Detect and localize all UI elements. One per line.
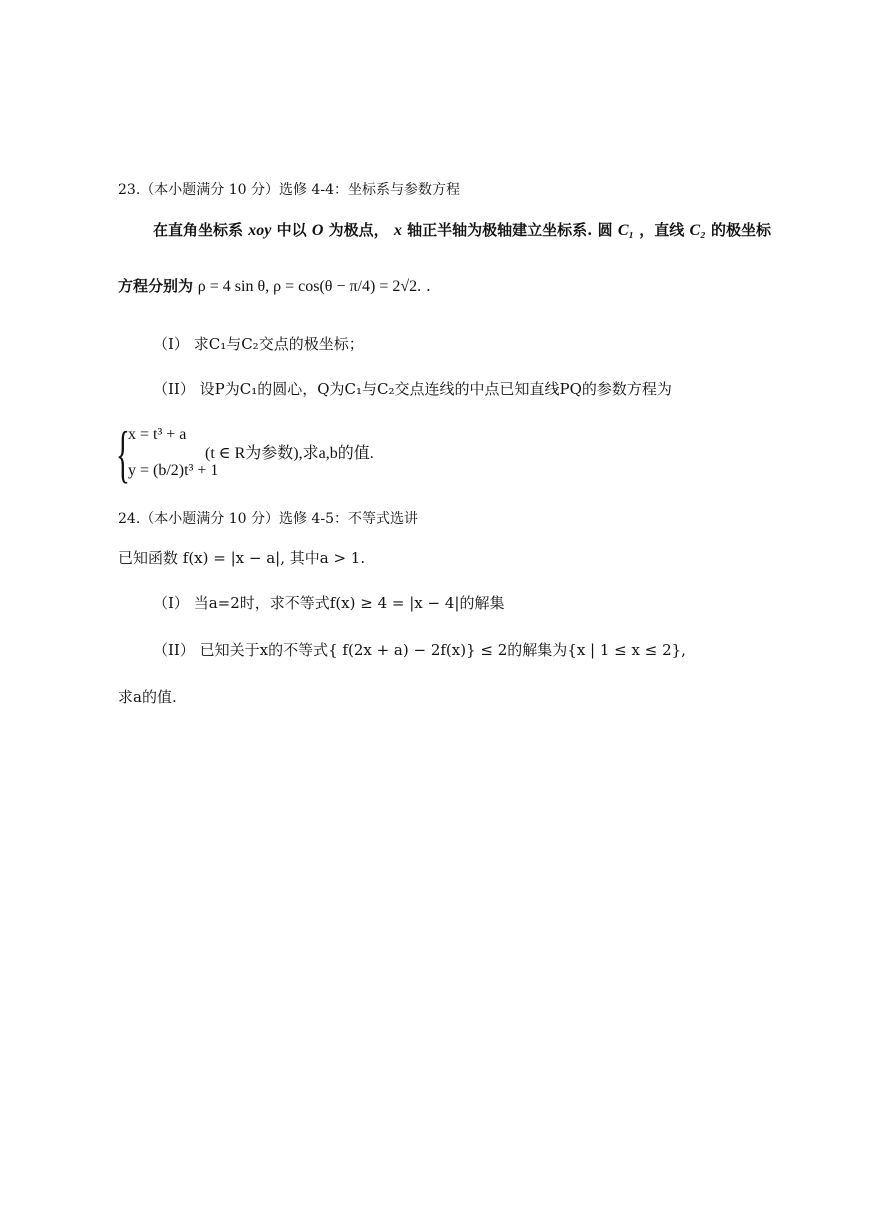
q23-intro-text-1: 在直角坐标系 <box>153 221 244 239</box>
q24-part2-label: （II） <box>153 641 195 659</box>
q23-part2-label: （II） <box>153 380 195 398</box>
q23-part1 <box>153 333 364 355</box>
q24-heading: 24.（本小题满分 10 分）选修 4-5：不等式选讲 <box>118 511 418 527</box>
q23-part2-text: 设P为C₁的圆心，Q为C₁与C₂交点连线的中点已知直线PQ的参数方程为 <box>199 380 672 398</box>
q23-param-line1: x = t³ + a <box>128 426 187 443</box>
q24-part2-text: 已知关于x的不等式{ f(2x + a) − 2f(x)} ≤ 2的解集为{x | 1 ≤ x ≤ 2}, <box>199 641 686 659</box>
q23-var-x: x <box>393 222 402 239</box>
q24-part1-label: （I） <box>153 594 189 612</box>
q23-var-c2: C₂ <box>689 222 706 239</box>
q23-intro <box>153 219 771 242</box>
q23-param-line2: y = (b/2)t³ + 1 <box>128 462 219 479</box>
q24-part2 <box>153 639 686 661</box>
q23-part1-text: 求C₁与C₂交点的极坐标； <box>193 335 364 353</box>
q23-eq-suffix: . <box>425 277 431 295</box>
q23-part1-label: （I） <box>153 335 189 353</box>
q23-intro-text-3: 为极点， <box>328 221 389 239</box>
q23-polar-equations: ρ = 4 sin θ, ρ = cos(θ − π/4) = 2√2. <box>197 278 422 295</box>
q23-equation-line <box>118 275 431 298</box>
q23-var-xoy: xoy <box>248 222 272 239</box>
q23-var-c1: C₁ <box>617 222 635 239</box>
q24-final: 求a的值. <box>118 688 177 706</box>
q23-intro-text-2: 中以 <box>276 221 307 239</box>
q23-heading: 23.（本小题满分 10 分）选修 4-4：坐标系与参数方程 <box>118 182 460 198</box>
q23-intro-text-5: ，直线 <box>639 221 685 239</box>
q24-part1 <box>153 592 504 614</box>
q23-var-o: O <box>311 222 324 239</box>
q24-part1-text: 当a=2时，求不等式f(x) ≥ 4 = |x − 4|的解集 <box>193 594 505 612</box>
q23-eq-prefix: 方程分别为 <box>118 277 194 295</box>
q23-part2 <box>153 378 672 400</box>
q23-system-brace: { <box>116 418 130 489</box>
q23-intro-text-6: 的极坐标 <box>711 221 772 239</box>
q23-intro-text-4: 轴正半轴为极轴建立坐标系. 圆 <box>407 221 613 239</box>
q24-given: 已知函数 f(x) = |x − a|, 其中a > 1. <box>118 549 366 567</box>
q23-param-suffix: (t ∈ R为参数),求a,b的值. <box>205 445 374 462</box>
